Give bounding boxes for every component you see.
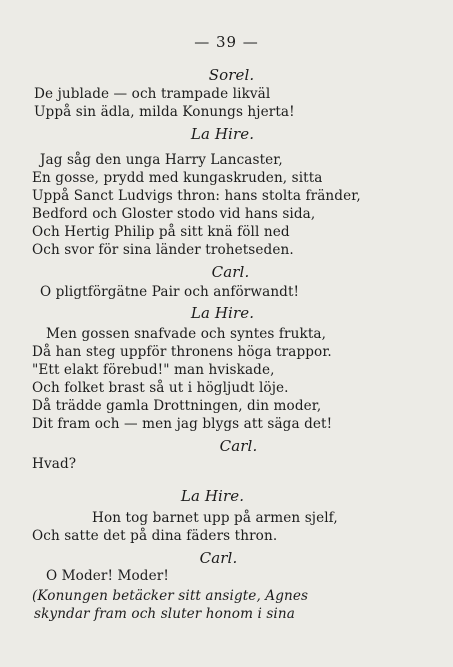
stage-direction-line: (Konungen betäcker sitt ansigte, Agnes [32,588,309,604]
verse-line: Hvad? [32,456,77,472]
verse-line: O pligtförgätne Pair och anförwandt! [40,284,300,300]
speaker-name: Carl. [199,549,238,567]
verse-line: Men gossen snafvade och syntes frukta, [46,326,327,342]
stage-direction-line: skyndar fram och sluter honom i sina [34,606,295,622]
verse-line: Och folket brast så ut i högljudt löje. [32,380,289,396]
speaker-name: Sorel. [208,66,255,84]
speaker-name: La Hire. [190,125,255,143]
verse-line: O Moder! Moder! [46,568,169,584]
speaker-name: Carl. [211,263,250,281]
verse-line: En gosse, prydd med kungaskruden, sitta [32,170,323,186]
verse-line: De jublade — och trampade likväl [34,86,271,102]
verse-line: Uppå sin ädla, milda Konungs hjerta! [34,104,295,120]
speaker-name: La Hire. [190,304,255,322]
page-number: — 39 — [194,33,259,51]
verse-line: Dit fram och — men jag blygs att säga det! [32,416,333,432]
speaker-name: La Hire. [180,487,245,505]
verse-line: Och svor för sina länder trohetseden. [32,242,294,258]
verse-line: Bedford och Gloster stodo vid hans sida, [32,206,316,222]
verse-line: Jag såg den unga Harry Lancaster, [40,152,283,168]
verse-line: "Ett elakt förebud!" man hviskade, [32,362,275,378]
verse-line: Uppå Sanct Ludvigs thron: hans stolta fränder, [32,188,361,204]
verse-line: Hon tog barnet upp på armen sjelf, [92,510,338,526]
verse-line: Och satte det på dina fäders thron. [32,528,278,544]
speaker-name: Carl. [219,437,258,455]
verse-line: Och Hertig Philip på sitt knä föll ned [32,224,290,240]
verse-line: Då trädde gamla Drottningen, din moder, [32,398,322,414]
verse-line: Då han steg uppför thronens höga trappor. [32,344,332,360]
